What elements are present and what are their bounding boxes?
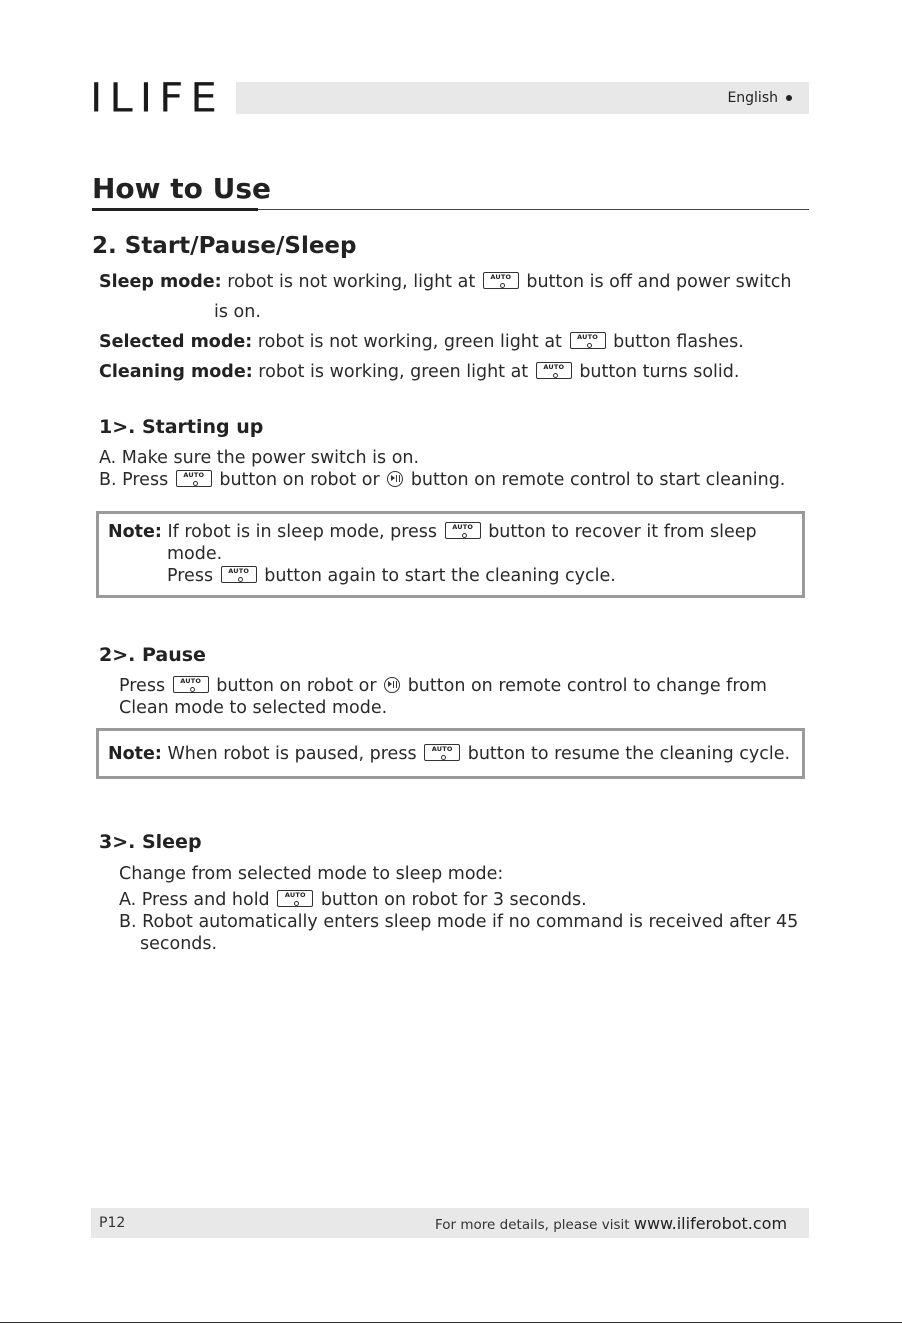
pause-line-1b: button on robot or xyxy=(216,676,377,696)
starting-line-b xyxy=(99,469,785,491)
note-pause-text-b: button to resume the cleaning cycle. xyxy=(467,744,791,764)
note-starting-text-3b: button again to start the cleaning cycle. xyxy=(264,566,616,586)
language-text: English xyxy=(727,90,778,106)
note-label: Note: xyxy=(108,744,162,764)
sleep-line-2a: A. Press and hold xyxy=(119,890,270,910)
pause-line-1a: Press xyxy=(119,676,166,696)
sleep-mode-text-a: robot is not working, light at xyxy=(227,272,476,292)
cleaning-mode-label: Cleaning mode: xyxy=(99,362,253,382)
auto-icon-label: AUTO xyxy=(543,363,565,371)
pause-line-1c: button on remote control to change from xyxy=(407,676,767,696)
title-underline xyxy=(92,208,258,211)
bullet-icon xyxy=(786,95,792,101)
auto-icon-label: AUTO xyxy=(180,677,202,685)
selected-mode-text-b: button flashes. xyxy=(613,332,744,352)
play-pause-icon xyxy=(387,471,403,487)
note-starting-line-2: mode. xyxy=(167,544,223,564)
auto-button-icon xyxy=(570,332,606,349)
auto-button-icon xyxy=(483,272,519,289)
auto-button-icon xyxy=(221,566,257,583)
auto-button-icon xyxy=(173,676,209,693)
pause-title: 2>. Pause xyxy=(99,644,206,666)
auto-button-icon xyxy=(445,522,481,539)
selected-mode-line xyxy=(99,331,744,353)
note-starting-text-3a: Press xyxy=(167,566,214,586)
footer-url-link[interactable]: www.iliferobot.com xyxy=(633,1214,788,1233)
auto-button-icon xyxy=(176,470,212,487)
note-starting-line-1 xyxy=(108,521,757,543)
sleep-mode-label: Sleep mode: xyxy=(99,272,222,292)
header-band xyxy=(236,82,809,114)
brand-logo: ILIFE xyxy=(90,74,224,121)
sleep-line-2b: button on robot for 3 seconds. xyxy=(320,890,587,910)
page-number: P12 xyxy=(99,1215,126,1231)
auto-icon-label: AUTO xyxy=(490,273,512,281)
title-rule xyxy=(258,209,809,210)
footer-text xyxy=(435,1215,787,1234)
sleep-line-4: seconds. xyxy=(140,934,218,954)
auto-button-icon xyxy=(536,362,572,379)
note-starting-text-1b: button to recover it from sleep xyxy=(488,522,757,542)
note-starting-text-1a: If robot is in sleep mode, press xyxy=(167,522,438,542)
starting-line-b-2: button on robot or xyxy=(219,470,380,490)
sleep-line-2 xyxy=(119,889,587,911)
auto-icon-label: AUTO xyxy=(431,745,453,753)
cleaning-mode-text-b: button turns solid. xyxy=(579,362,740,382)
auto-icon-label: AUTO xyxy=(577,333,598,341)
play-pause-icon xyxy=(384,677,400,693)
starting-line-b-3: button on remote control to start cleaning. xyxy=(410,470,786,490)
note-starting-line-3 xyxy=(167,565,616,587)
auto-button-icon xyxy=(424,744,460,761)
sleep-line-3: B. Robot automatically enters sleep mode if no command is received after 45 xyxy=(119,912,799,932)
selected-mode-label: Selected mode: xyxy=(99,332,253,352)
starting-line-a: A. Make sure the power switch is on. xyxy=(99,448,420,468)
pause-line-2: Clean mode to selected mode. xyxy=(119,698,388,718)
starting-line-b-1: B. Press xyxy=(99,470,169,490)
sleep-title: 3>. Sleep xyxy=(99,831,202,853)
pause-line-1 xyxy=(119,675,767,697)
cleaning-mode-text-a: robot is working, green light at xyxy=(258,362,529,382)
selected-mode-text-a: robot is not working, green light at xyxy=(257,332,562,352)
sleep-line-1: Change from selected mode to sleep mode: xyxy=(119,864,504,884)
footer-visit-text: For more details, please visit xyxy=(435,1217,630,1233)
section-title: How to Use xyxy=(92,172,272,205)
sleep-mode-line-2: is on. xyxy=(214,302,261,322)
cleaning-mode-line xyxy=(99,361,739,383)
note-pause-text-a: When robot is paused, press xyxy=(167,744,417,764)
auto-icon-label: AUTO xyxy=(284,891,306,899)
auto-button-icon xyxy=(277,890,313,907)
page-bottom-rule xyxy=(0,1322,902,1323)
auto-icon-label: AUTO xyxy=(228,567,250,575)
page-heading: 2. Start/Pause/Sleep xyxy=(92,233,357,259)
sleep-mode-line xyxy=(99,271,792,293)
note-pause-line xyxy=(108,743,790,765)
starting-up-title: 1>. Starting up xyxy=(99,416,264,438)
language-label xyxy=(727,89,792,107)
sleep-mode-text-b: button is off and power switch xyxy=(526,272,792,292)
note-label: Note: xyxy=(108,522,162,542)
auto-icon-label: AUTO xyxy=(183,471,205,479)
auto-icon-label: AUTO xyxy=(452,523,474,531)
